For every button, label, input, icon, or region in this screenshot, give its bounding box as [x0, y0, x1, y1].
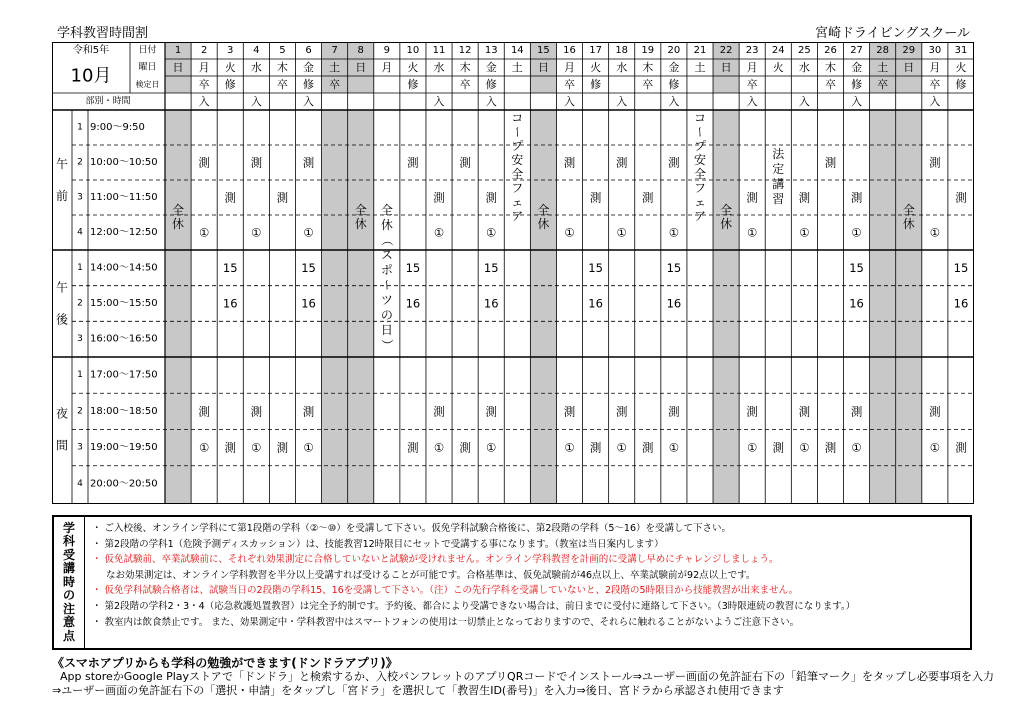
- day-number: 15: [537, 45, 550, 56]
- entry-mark: 入: [198, 95, 210, 108]
- day-number: 28: [876, 45, 890, 56]
- day-number: 4: [253, 45, 260, 56]
- entry-mark: 入: [616, 95, 628, 108]
- weekday-label: 日: [537, 61, 549, 74]
- day-number: 2: [200, 45, 208, 56]
- exam-mark: 修: [407, 78, 419, 91]
- weekday-label: 月: [929, 61, 941, 74]
- day-number: 5: [279, 45, 286, 56]
- class-entry: 測: [615, 155, 628, 170]
- weekday-label: 月: [746, 61, 758, 74]
- school-name: 宮崎ドライビングスクール: [815, 26, 970, 41]
- notes-label-char: 科: [62, 534, 75, 549]
- vertical-notice-char: 休: [537, 217, 550, 231]
- class-entry: 15: [301, 260, 316, 275]
- exam-mark: 卒: [824, 78, 836, 91]
- class-entry: 16: [301, 296, 316, 311]
- statutory-course-char: 定: [772, 162, 785, 176]
- day-number: 29: [902, 45, 916, 56]
- row-label-section: 部別・時間: [85, 96, 131, 107]
- class-entry: 測: [589, 440, 602, 455]
- exam-mark: 卒: [877, 78, 889, 91]
- class-entry: 測: [563, 404, 576, 419]
- statutory-course-char: 習: [772, 192, 785, 206]
- day-number: 18: [615, 45, 629, 56]
- class-entry: 16: [588, 296, 603, 311]
- class-entry: 測: [615, 404, 628, 419]
- class-entry: 測: [433, 190, 445, 205]
- class-entry: 測: [224, 190, 236, 205]
- day-number: 25: [798, 45, 811, 56]
- vertical-notice-char: 安: [511, 153, 524, 167]
- slot-number: 1: [77, 122, 83, 133]
- vertical-notice-char: ー: [510, 125, 525, 139]
- weekday-label: 金: [303, 61, 315, 74]
- slot-time: 18:00～18:50: [90, 405, 158, 417]
- class-entry: 測: [459, 155, 471, 170]
- vertical-notice-char: ポ: [380, 263, 393, 277]
- class-entry: ①: [198, 225, 210, 240]
- entry-mark: 入: [798, 95, 810, 108]
- vertical-notice-char: 休: [380, 218, 393, 232]
- day-number: 16: [563, 45, 576, 56]
- vertical-notice-char: コ: [693, 111, 706, 125]
- vertical-notice-char: ェ: [693, 195, 706, 209]
- class-entry: 測: [224, 440, 236, 455]
- class-entry: ①: [668, 225, 680, 240]
- exam-mark: 卒: [276, 78, 288, 91]
- class-entry: 測: [563, 155, 576, 170]
- exam-mark: 卒: [642, 78, 654, 91]
- note-item: ・ ご入校後、オンライン学科にて第1段階の学科（②～⑩）を受講して下さい。仮免学科試験合格後に、第2段階の学科（5～16）を受講して下さい。: [92, 523, 731, 534]
- weekday-label: 火: [955, 61, 967, 74]
- weekday-label: 水: [250, 61, 262, 74]
- vertical-notice-char: ー: [692, 125, 707, 139]
- class-entry: ①: [303, 225, 314, 240]
- class-entry: 16: [666, 296, 682, 311]
- day-number: 3: [227, 45, 234, 56]
- day-number: 11: [432, 45, 446, 56]
- section-name-char: 間: [55, 438, 69, 453]
- timetable-grid: [52, 42, 974, 504]
- note-item: ・ 第2段階の学科1（危険予測ディスカッション）は、技能教習12時限目にセットで受講する事になります。（教室は当日案内します）: [92, 538, 664, 550]
- app-instruction-1: App storeかGoogle Playストアで「ドンドラ」と検索するか、入校パンフレットのアプリQRコードでインストール⇒ユーザー画面の免許証右下の「鉛筆マーク」をタップし必要事項を入力: [60, 670, 995, 683]
- class-entry: ①: [564, 225, 575, 240]
- class-entry: ①: [747, 225, 758, 240]
- class-entry: 測: [276, 190, 289, 205]
- section-name-char: 後: [55, 312, 69, 327]
- entry-mark: 入: [250, 95, 262, 108]
- vertical-notice-char: 全: [720, 203, 733, 217]
- exam-mark: 修: [955, 78, 967, 91]
- entry-mark: 入: [564, 95, 575, 108]
- entry-mark: 入: [851, 95, 863, 108]
- exam-mark: 卒: [198, 78, 210, 91]
- slot-time: 17:00～17:50: [90, 369, 158, 381]
- day-number: 23: [745, 45, 759, 56]
- weekday-label: 火: [224, 61, 236, 74]
- vertical-notice-char: ）: [379, 338, 394, 352]
- slot-time: 10:00～10:50: [90, 157, 158, 168]
- day-number: 6: [305, 45, 312, 56]
- slot-number: 3: [77, 442, 83, 453]
- class-entry: ①: [929, 225, 941, 240]
- class-entry: 測: [589, 190, 602, 205]
- day-number: 14: [510, 45, 524, 56]
- slot-number: 3: [77, 192, 83, 203]
- class-entry: 測: [850, 190, 863, 205]
- day-number: 12: [458, 45, 472, 56]
- class-entry: 測: [772, 440, 785, 455]
- section-name-char: 夜: [55, 406, 69, 421]
- class-entry: 測: [746, 404, 758, 419]
- class-entry: 15: [849, 260, 864, 275]
- class-entry: 15: [483, 260, 499, 275]
- note-item: ・ 仮免学科試験合格者は、試験当日の2段階の学科15、16を受講して下さい。（注）この先行学科を受講していないと、2段階の5時限目から技能教習が出来ません。: [92, 585, 799, 597]
- row-label-day: 日付: [138, 45, 157, 56]
- weekday-label: 水: [616, 61, 628, 74]
- row-label-weekday: 曜日: [138, 62, 157, 73]
- class-entry: 15: [222, 260, 238, 275]
- class-entry: 16: [222, 296, 238, 311]
- class-entry: 15: [953, 260, 969, 275]
- weekday-label: 金: [485, 61, 497, 74]
- app-heading: 《スマホアプリからも学科の勉強ができます(ドンドラアプリ)》: [52, 656, 398, 670]
- note-item: なお効果測定は、オンライン学科教習を半分以上受講すれば受けることが可能です。合格基準は、仮免試験前が46点以上、卒業試験前が92点以上です。: [106, 569, 756, 581]
- weekday-label: 木: [824, 61, 836, 74]
- day-number: 21: [693, 45, 707, 56]
- vertical-notice-char: 全: [511, 167, 524, 181]
- exam-mark: 修: [668, 78, 680, 91]
- vertical-notice-char: 全: [693, 167, 706, 181]
- slot-time: 12:00～12:50: [90, 227, 158, 238]
- slot-number: 2: [77, 406, 83, 417]
- note-item: ・ 教室内は飲食禁止です。 また、効果測定中・学科教習中はスマートフォンの使用は一切禁止となっておりますので、それらに触れることがないようご注意下さい。: [92, 616, 800, 628]
- class-entry: 測: [642, 190, 654, 205]
- weekday-label: 土: [511, 61, 523, 74]
- weekday-label: 木: [642, 61, 654, 74]
- day-number: 19: [641, 45, 655, 56]
- class-entry: 16: [405, 296, 421, 311]
- weekday-label: 土: [694, 61, 706, 74]
- entry-mark: 入: [433, 95, 445, 108]
- note-item: ・ 仮免試験前、卒業試験前に、それぞれ効果測定に合格していないと試験が受けれません。オンライン学科教習を計画的に受講し早めにチャレンジしましょう。: [92, 554, 779, 566]
- class-entry: 測: [433, 404, 445, 419]
- class-entry: ①: [486, 225, 497, 240]
- exam-mark: 修: [851, 78, 863, 91]
- notes-label-char: の: [62, 588, 75, 603]
- entry-mark: 入: [485, 95, 497, 108]
- vertical-notice-char: 安: [693, 153, 706, 167]
- class-entry: ①: [616, 440, 627, 455]
- month-label: 10月: [70, 65, 112, 87]
- weekday-label: 日: [903, 61, 915, 74]
- closed-day-shade: [348, 110, 374, 504]
- notes-label-char: 意: [62, 615, 75, 630]
- class-entry: 測: [407, 440, 419, 455]
- class-entry: 測: [198, 404, 210, 419]
- page-title: 学科教習時間割: [57, 26, 149, 41]
- notes-label-char: 講: [62, 561, 75, 576]
- weekday-label: 日: [720, 61, 732, 74]
- class-entry: 測: [407, 155, 419, 170]
- exam-mark: 卒: [564, 78, 575, 91]
- class-entry: ①: [564, 440, 575, 455]
- weekday-label: 月: [564, 61, 575, 74]
- statutory-course-char: 法: [772, 147, 785, 161]
- class-entry: ①: [303, 440, 314, 455]
- class-entry: ①: [433, 440, 445, 455]
- class-entry: 測: [798, 190, 811, 205]
- weekday-label: 木: [459, 61, 471, 74]
- slot-number: 1: [77, 370, 83, 381]
- vertical-notice-char: 全: [354, 203, 367, 217]
- notes-panel: [52, 515, 972, 650]
- weekday-label: 日: [355, 61, 367, 74]
- exam-mark: 修: [485, 78, 497, 91]
- vertical-notice-char: の: [380, 308, 393, 322]
- slot-number: 4: [77, 478, 83, 489]
- class-entry: 測: [485, 404, 497, 419]
- class-entry: 測: [824, 155, 837, 170]
- class-entry: 16: [953, 296, 969, 311]
- class-entry: ①: [433, 225, 445, 240]
- weekday-label: 火: [590, 61, 602, 74]
- day-number: 27: [850, 45, 863, 56]
- section-name-char: 午: [55, 157, 69, 171]
- slot-time: 16:00～16:50: [90, 333, 158, 345]
- class-entry: 測: [668, 404, 680, 419]
- day-number: 8: [357, 45, 364, 56]
- class-entry: ①: [799, 440, 810, 455]
- app-instruction-2: ⇒ユーザー画面の免許証右下の「選択・申請」をタップし「宮ドラ」を選択して「教習生ID(番号)」を入力⇒後日、宮ドラから承認され使用できます: [52, 684, 784, 697]
- slot-time: 11:00～11:50: [90, 192, 158, 203]
- class-entry: 測: [459, 440, 471, 455]
- entry-mark: 入: [746, 95, 758, 108]
- notes-label-char: 点: [62, 628, 75, 643]
- notes-label-char: 時: [62, 574, 75, 589]
- closed-day-shade: [713, 110, 739, 504]
- slot-number: 2: [77, 157, 83, 168]
- slot-number: 4: [77, 227, 83, 238]
- vertical-notice-char: 全: [380, 203, 393, 217]
- class-entry: 測: [668, 155, 680, 170]
- class-entry: 15: [405, 260, 421, 275]
- vertical-notice-char: 休: [720, 217, 733, 231]
- day-number: 17: [589, 45, 602, 56]
- class-entry: ①: [747, 440, 758, 455]
- weekday-label: 日: [172, 61, 184, 74]
- exam-mark: 修: [590, 78, 602, 91]
- vertical-notice-char: プ: [693, 139, 706, 153]
- exam-mark: 卒: [459, 78, 471, 91]
- vertical-notice-char: 日: [380, 323, 393, 337]
- vertical-notice-char: 休: [172, 217, 185, 231]
- day-number: 31: [954, 45, 968, 56]
- class-entry: 測: [955, 440, 967, 455]
- class-entry: 測: [798, 404, 811, 419]
- notes-label: [54, 517, 85, 648]
- weekday-label: 土: [329, 61, 341, 74]
- vertical-notice-char: ー: [379, 278, 394, 292]
- exam-mark: 卒: [929, 78, 941, 91]
- class-entry: 測: [250, 155, 263, 170]
- day-number: 7: [331, 45, 338, 56]
- day-number: 13: [484, 45, 498, 56]
- class-entry: 測: [929, 404, 941, 419]
- class-entry: 16: [483, 296, 499, 311]
- exam-mark: 卒: [746, 78, 758, 91]
- class-entry: ①: [668, 440, 680, 455]
- vertical-notice-char: 全: [902, 203, 915, 217]
- closed-day-shade: [896, 110, 922, 504]
- slot-time: 9:00～9:50: [90, 122, 145, 133]
- class-entry: 測: [746, 190, 758, 205]
- day-number: 26: [824, 45, 837, 56]
- class-entry: 測: [929, 155, 941, 170]
- day-number: 30: [928, 45, 942, 56]
- class-entry: ①: [929, 440, 941, 455]
- slot-number: 3: [77, 334, 83, 345]
- class-entry: 測: [276, 440, 289, 455]
- day-number: 9: [383, 45, 391, 56]
- vertical-notice-char: フ: [511, 181, 524, 195]
- weekday-label: 土: [877, 61, 889, 74]
- class-entry: 16: [849, 296, 864, 311]
- notes-list: [92, 521, 964, 630]
- day-number: 1: [174, 45, 182, 56]
- day-number: 22: [719, 45, 733, 56]
- weekday-label: 月: [381, 61, 393, 74]
- vertical-notice-char: ス: [380, 248, 393, 262]
- notes-label-char: 学: [62, 521, 75, 536]
- closed-day-shade: [165, 110, 191, 504]
- day-number: 10: [406, 45, 420, 56]
- class-entry: 測: [250, 404, 263, 419]
- slot-time: 15:00～15:50: [90, 298, 158, 309]
- class-entry: 測: [955, 190, 967, 205]
- vertical-notice-char: ア: [511, 209, 524, 223]
- exam-mark: 修: [224, 78, 236, 91]
- entry-mark: 入: [303, 95, 315, 108]
- closed-day-shade: [322, 110, 348, 504]
- class-entry: 測: [302, 404, 315, 419]
- class-entry: 測: [642, 440, 654, 455]
- section-name-char: 前: [55, 189, 69, 203]
- vertical-notice-char: 休: [902, 217, 915, 231]
- vertical-notice-char: フ: [693, 181, 706, 195]
- weekday-label: 月: [198, 61, 210, 74]
- note-item: ・ 第2段階の学科2・3・4（応急救護処置教習）は完全予約制です。予約後、都合により受講できない場合は、前日までに受付に連絡して下さい。（3時限連続の教習になります。）: [92, 600, 856, 612]
- slot-time: 14:00～14:50: [90, 262, 158, 274]
- vertical-notice-char: ェ: [511, 195, 524, 209]
- exam-mark: 修: [303, 78, 315, 91]
- class-entry: 測: [485, 190, 497, 205]
- weekday-label: 金: [668, 61, 680, 74]
- vertical-notice-char: ツ: [380, 293, 393, 307]
- exam-mark: 卒: [329, 78, 341, 91]
- weekday-label: 火: [772, 61, 784, 74]
- vertical-notice-char: ア: [693, 209, 706, 223]
- weekday-label: 金: [851, 61, 863, 74]
- weekday-label: 水: [433, 61, 445, 74]
- notes-label-char: 受: [62, 547, 75, 562]
- class-entry: 測: [198, 155, 210, 170]
- vertical-notice-char: （: [379, 233, 394, 247]
- class-entry: ①: [851, 440, 862, 455]
- class-entry: ①: [486, 440, 497, 455]
- slot-time: 20:00～20:50: [90, 478, 158, 490]
- vertical-notice-char: 休: [354, 217, 367, 231]
- vertical-notice-char: コ: [511, 111, 524, 125]
- weekday-label: 火: [407, 61, 419, 74]
- slot-number: 1: [77, 262, 83, 273]
- row-label-exam: 検定日: [135, 80, 160, 89]
- notes-label-char: 注: [62, 601, 75, 616]
- vertical-notice-char: 全: [537, 203, 550, 217]
- closed-day-shade: [530, 110, 556, 504]
- class-entry: 測: [824, 440, 837, 455]
- vertical-notice-char: 全: [172, 203, 185, 217]
- slot-time: 19:00～19:50: [90, 442, 158, 454]
- class-entry: ①: [251, 225, 262, 240]
- entry-mark: 入: [668, 95, 680, 108]
- closed-day-shade: [870, 110, 896, 504]
- day-number: 24: [771, 45, 785, 56]
- class-entry: ①: [251, 440, 262, 455]
- app-info: [52, 656, 995, 698]
- class-entry: ①: [616, 225, 627, 240]
- weekday-label: 木: [276, 61, 288, 74]
- weekday-label: 水: [798, 61, 810, 74]
- statutory-course-char: 講: [772, 177, 785, 191]
- day-number: 20: [667, 45, 681, 56]
- class-entry: ①: [851, 225, 862, 240]
- class-entry: 測: [850, 404, 863, 419]
- class-entry: 測: [302, 155, 315, 170]
- class-entry: 15: [666, 260, 682, 275]
- era-year: 令和5年: [72, 45, 110, 56]
- section-name-char: 午: [55, 280, 69, 295]
- vertical-notice-char: プ: [511, 139, 524, 153]
- entry-mark: 入: [929, 95, 941, 108]
- class-entry: ①: [799, 225, 810, 240]
- slot-number: 2: [77, 298, 83, 309]
- class-entry: 15: [588, 260, 603, 275]
- class-entry: ①: [198, 440, 210, 455]
